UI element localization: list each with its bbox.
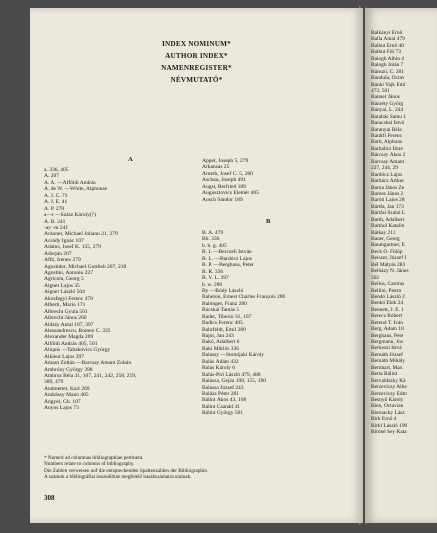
index-entry: Birk Ernő 4 — [371, 416, 397, 423]
index-entry: Bellini, Pietro — [371, 287, 402, 294]
index-entry: Bendó László 2 — [371, 293, 405, 300]
index-entry: Acsády Ignác 107 — [44, 237, 84, 244]
footnote-line: Die Zahlen verweisen auf die entsprechenden Spaltenzahlen der Bibliographie. — [44, 467, 209, 474]
index-heading — [30, 38, 363, 86]
index-entry: Barabás Samu 1 — [371, 113, 407, 120]
index-entry: Barbácz Arthur — [371, 178, 405, 185]
index-entry: Bánki Vajk Emi — [371, 81, 406, 88]
index-entry: Benkó Elek 24 — [371, 300, 404, 307]
index-entry: B. I. —Berczeli István — [202, 249, 252, 256]
index-entry: Balázs Péter 281 — [202, 390, 239, 397]
index-entry: Balla Antal 479 — [371, 36, 405, 43]
index-entry: Bakó, Adalbert 6 — [202, 339, 240, 346]
index-entry: Aschau, Joseph 491 — [202, 177, 246, 184]
index-entry: A. R. 241 — [44, 218, 66, 225]
index-column-a-continued — [202, 158, 259, 203]
index-entry: 473, 501 — [371, 87, 390, 94]
index-entry: 389, 479 — [44, 379, 64, 386]
index-entry: Barnes János 2 — [371, 190, 404, 197]
index-entry: Bártfa, Jan 173 — [371, 203, 404, 210]
index-entry: Bálint Ákos 43, 108 — [202, 397, 247, 404]
index-column-b — [202, 230, 285, 417]
index-entry: Besnyő Károly — [371, 396, 404, 403]
index-entry: A. de W. —White, Alphonse — [44, 186, 108, 193]
index-entry: Bálint Csanád 41 — [202, 403, 240, 410]
index-entry: Berzeviczy Edm — [371, 390, 407, 397]
index-entry: Barth, Adalbert — [371, 216, 405, 223]
index-entry: Balás Károly 6 — [202, 365, 235, 372]
index-entry: Bátkay 211 — [371, 229, 396, 236]
index-entry: Balás Ádám 432 — [202, 358, 239, 365]
heading-hungarian: NÉVMUTATÓ* — [170, 76, 223, 84]
index-entry: Bánszú, C. 281 — [371, 68, 404, 75]
index-entry: Amant Zoltán —Barcsay Amant Zoltán — [44, 360, 132, 367]
index-entry: Aigner Lajos 35 — [44, 282, 80, 289]
index-entry: Bernáth Mihály — [371, 358, 405, 365]
index-entry: Baumgartner, E — [371, 242, 405, 249]
index-entry: b. w. 280 — [202, 281, 223, 288]
index-entry: Bárcsay Ákos 2 — [371, 152, 406, 159]
index-entry: Biernacky Lász — [371, 409, 405, 416]
index-entry: Baki Miklós 336 — [202, 345, 239, 352]
index-entry: Akosfegyi Ferenc 479 — [44, 295, 93, 302]
heading-german: NAMENREGISTER* — [161, 64, 232, 72]
index-entry: Aldásy Antal 107, 397 — [44, 321, 94, 328]
index-entry: Berg, Adam 10 — [371, 326, 404, 333]
index-entry: Adorján 207 — [44, 250, 72, 257]
index-entry: Barátfi Ferenc — [371, 133, 402, 139]
index-entry: Ausch Sándor 189 — [202, 196, 243, 203]
index-entry: Bb. 336 — [202, 236, 220, 243]
index-entry: Berend T. Iván — [371, 319, 403, 326]
index-entry: B. R. 336 — [202, 268, 224, 275]
index-entry: Alessandrescu, Romeo C. 335 — [44, 327, 111, 334]
index-entry: Berzeviczy Albe — [371, 384, 407, 391]
index-entry: Baracskai Istvá — [371, 120, 405, 127]
index-entry: Arneth, Josef C. 5, 280 — [202, 170, 253, 177]
index-entry: 502 — [371, 274, 380, 281]
index-entry: Bácskai Tamás 5 — [202, 307, 240, 314]
index-entry: Baranyai Béla — [371, 126, 402, 133]
index-entry: Alföldi András 405, 501 — [44, 340, 98, 347]
right-page — [365, 8, 437, 523]
index-entry: Balogh Jolán 7 — [371, 62, 404, 69]
index-entry: Agustider, Michael Gottlieb 207, 218 — [44, 263, 127, 270]
index-entry: Belházy N. János — [371, 268, 409, 275]
index-entry: Babelon, Ernest Charles François 280 — [202, 294, 286, 301]
index-entry: Agostini, Antonio 227 — [44, 270, 94, 276]
index-entry: Agricola, Georg 5 — [44, 276, 84, 283]
index-entry: Bien, Octavian — [371, 403, 404, 410]
index-entry: Balassa József 243 — [202, 384, 244, 391]
section-letter-b: B — [266, 218, 271, 225]
index-entry: A. P. 270 — [44, 205, 65, 212]
section-letter-a: A — [128, 156, 133, 163]
index-entry: Balogh Albin 4 — [371, 55, 404, 62]
index-entry: Baróti Lajos 28 — [371, 197, 405, 204]
index-entry: By —Bódy László — [202, 287, 244, 294]
index-entry: Balhut Ernő 40 — [371, 42, 404, 49]
index-entry: Badics Ferenc 405 — [202, 320, 243, 327]
index-entry: Balhut Fili 73 — [371, 49, 401, 56]
heading-english: AUTHOR INDEX* — [165, 52, 228, 60]
index-entry: Bánréty Győrg — [371, 100, 404, 107]
index-entry: Bálint György 501 — [202, 410, 244, 417]
index-entry: Babinger, Franz 280 — [202, 300, 247, 307]
index-entry: Balassy —Stomijaki Károly — [202, 352, 265, 359]
index-entry: B. P. —Berghaus, Peter — [202, 262, 254, 269]
footnote-line: Numbers relate to columns of bibliography. — [44, 461, 135, 468]
footnotes — [44, 455, 354, 480]
index-entry: Barcsay Amant — [371, 158, 405, 165]
index-entry: Aliquis —Tabakovics György — [44, 347, 111, 354]
index-entry: Barb, Alphons — [371, 139, 403, 146]
index-entry: A. A. —Affóldi András — [44, 179, 96, 186]
index-entry: Berkeszi Istvá — [371, 345, 402, 352]
page-number: 308 — [44, 494, 55, 502]
index-entry: Bardócz Lajos — [371, 171, 403, 178]
index-entry: b. b. g. 405 — [202, 242, 227, 249]
index-entry: 227, 244, 29 — [371, 165, 398, 172]
index-entry: Alberti, Mario 171 — [44, 302, 86, 309]
index-entry: Bányai, L. 244 — [371, 107, 404, 114]
index-entry: Arkansas 25 — [202, 164, 230, 171]
index-entry: Bennett, J. E. 1 — [371, 306, 404, 313]
index-entry: Bél Mátyás 283 — [371, 261, 406, 268]
index-entry: Barbalics Imre — [371, 145, 403, 152]
index-entry: Albrecht Gyula 501 — [44, 308, 88, 315]
index-entry: A. J. C. 73 — [44, 192, 68, 199]
index-entry: Balkányi Ernő — [371, 30, 403, 36]
index-entry: Bahrfeldt, Emil 280 — [202, 326, 246, 333]
index-entry: Affó, Ireneo 279 — [44, 257, 81, 264]
index-entry: Alexander Magda 269 — [44, 334, 94, 341]
index-entry: Barna János Ze — [371, 184, 405, 191]
index-entry: Bandula, Octav — [371, 75, 405, 82]
footnote-line: A számok a bibliográfiai összeállítás megfelelő hasábszámaira utalnak. — [44, 473, 192, 480]
index-entry: Albrecht János 260 — [44, 315, 87, 322]
index-entry: Berghaus, Pete — [371, 332, 404, 339]
index-entry: Bellus, Carolus — [371, 281, 405, 288]
footnote-line: * Numeri ad columnas bibliographiae pertinent. — [44, 455, 144, 461]
index-entry: Augusztovics Elemér 405 — [202, 190, 259, 197]
index-entry: Balás-Piri László 479, 488 — [202, 371, 261, 378]
index-entry: Bader, Tiberiu 31, 107 — [202, 313, 252, 320]
index-entry: Ángyel, Gh. 107 — [44, 398, 81, 405]
index-entry: Ányos Lajos 73 — [44, 405, 79, 412]
index-entry: Andrássy Manó 405 — [44, 392, 89, 399]
index-entry: Beiszer, József I — [371, 255, 407, 262]
index-entry: Berta Bálint — [371, 371, 398, 378]
index-entry: Bernáth József — [371, 351, 403, 358]
index-entry: Bajor, Jan 243 — [202, 333, 234, 339]
index-entry: Banner János — [371, 94, 400, 101]
index-entry: Alkieur Lajos 397 — [44, 353, 85, 360]
index-entry: Bergmann, Jos — [371, 339, 403, 345]
index-entry: A. 207 — [44, 173, 59, 180]
index-entry: B. V. L. 397 — [202, 275, 229, 282]
index-entry: Ambrózy György 398 — [44, 366, 93, 373]
index-entry: A. J. E. 41 — [44, 199, 68, 206]
index-entry: Bauer, Georg — [371, 236, 400, 242]
index-entry: -ay -m 241 — [44, 224, 69, 231]
left-page — [30, 8, 363, 523]
index-entry: Bíróné Sey Kata — [371, 429, 407, 436]
index-entry: Berecz Róbert — [371, 313, 402, 320]
index-entry: Andreetter, Karl 269 — [44, 385, 90, 392]
index-entry: a. 336, 405 — [44, 167, 69, 173]
index-entry: Bírkl László 190 — [371, 422, 408, 429]
index-entry: Barthol Katalin — [371, 223, 405, 230]
index-entry: Bártfai Szabó L — [371, 210, 406, 217]
index-entry: Balássa, Gejza 108, 155, 190 — [202, 378, 266, 385]
index-entry: Appel, Joseph 5, 279 — [202, 158, 249, 164]
index-column-a — [44, 167, 136, 412]
right-page-column — [371, 30, 409, 436]
index-entry: Bervaldszky Ká — [371, 377, 406, 384]
heading-latin: INDEX NOMINUM* — [162, 40, 231, 48]
index-entry: Adams, Josef K. 155, 279 — [44, 244, 101, 251]
index-entry: Ambrus Béla 31, 107, 241, 242, 258, 259, — [44, 373, 137, 379]
index-entry: B. L. —Bardócz Lajos — [202, 255, 252, 262]
index-entry: Bernhart, Max — [371, 364, 403, 371]
index-entry: Augst, Berfried 189 — [202, 183, 246, 190]
index-entry: a—r —Szász Károly(?) — [44, 212, 96, 219]
index-entry: Ácksner, Michael Johann 21, 279 — [44, 231, 118, 238]
index-entry: Aigner László 504 — [44, 289, 85, 296]
index-entry: B. A. 479 — [202, 230, 224, 236]
index-entry: Beck Ö. Fülöp — [371, 248, 403, 255]
